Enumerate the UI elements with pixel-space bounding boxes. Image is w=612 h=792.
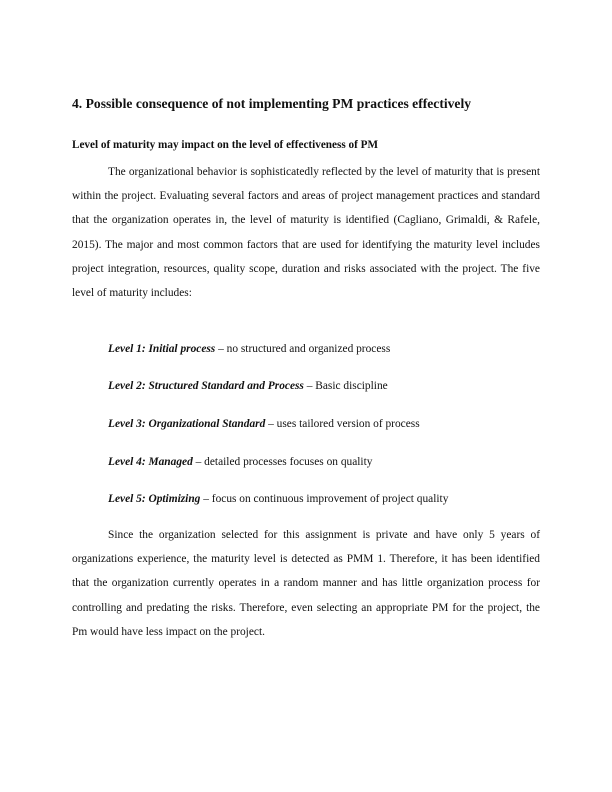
section-heading: 4. Possible consequence of not implementing PM practices effectively (72, 96, 472, 111)
maturity-level-label: Level 2: Structured Standard and Process (108, 380, 304, 392)
section-subheading: Level of maturity may impact on the level of effectiveness of PM (72, 139, 379, 151)
maturity-level-label: Level 1: Initial process (108, 343, 216, 355)
body-paragraph: The organizational behavior is sophisticatedly reflected by the level of maturity that is present within the project. Evaluating several factors and areas of project management practices and standard that the organization operates in, the level of maturity is identified (Cagliano, Grimaldi, & Rafele, 2015). The major and most common factors that are used for identifying the maturity level includes project integration, resources, quality scope, duration and risks associated with the project. The five level of maturity includes: (72, 166, 540, 300)
maturity-level-item (108, 492, 538, 506)
maturity-level-item (108, 379, 538, 393)
maturity-level-description: – focus on continuous improvement of project quality (200, 493, 449, 505)
maturity-level-description: – detailed processes focuses on quality (192, 456, 373, 468)
maturity-level-description: – uses tailored version of process (265, 418, 420, 430)
maturity-level-label: Level 5: Optimizing (108, 493, 201, 505)
maturity-level-label: Level 3: Organizational Standard (108, 418, 266, 430)
maturity-level-item (108, 455, 538, 469)
maturity-level-description: – no structured and organized process (215, 343, 391, 355)
maturity-level-label: Level 4: Managed (108, 456, 193, 468)
body-paragraph: Since the organization selected for this assignment is private and have only 5 years of organizations experience, the maturity level is detected as PMM 1. Therefore, it has been identified that the organization currently operates in a random manner and has little organization process for controlling and predating the risks. Therefore, even selecting an appropriate PM for the project, the Pm would have less impact on the project. (72, 529, 540, 638)
maturity-level-item (108, 342, 538, 356)
maturity-level-description: – Basic discipline (303, 380, 388, 392)
maturity-level-item (108, 417, 538, 431)
